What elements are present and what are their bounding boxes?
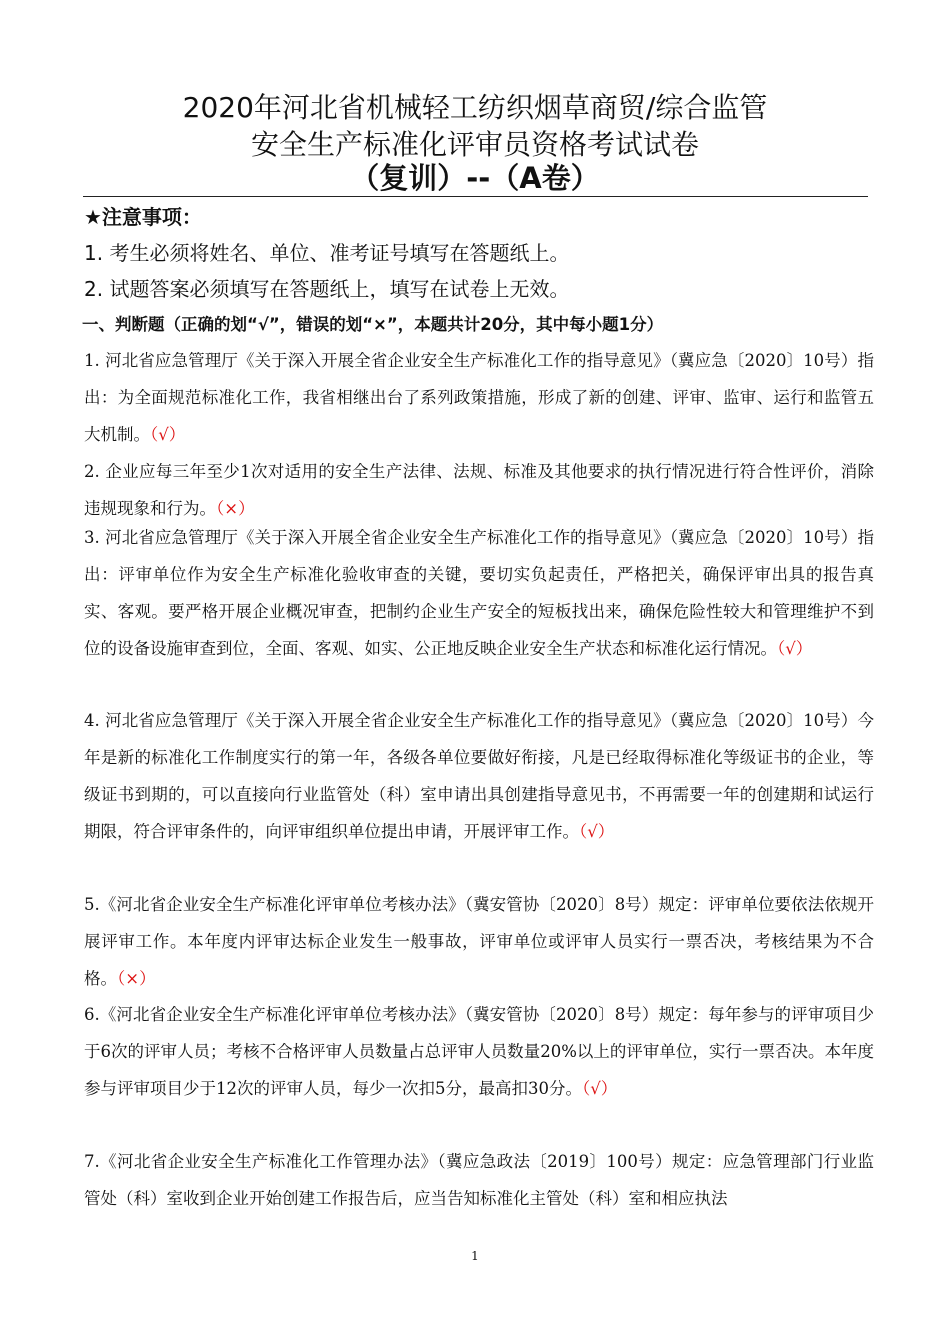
exam-title-line3: （复训）--（A卷） [350, 161, 600, 195]
question-answer: （√） [579, 822, 615, 841]
exam-title-line1: 2020年河北省机械轻工纺织烟草商贸/综合监管 [182, 91, 768, 124]
notice-heading: ★注意事项： [84, 205, 202, 229]
section-title: 一、判断题（正确的划“√”，错误的划“×”，本题共计20分，其中每小题1分） [82, 315, 664, 334]
question-text: 5.《河北省企业安全生产标准化评审单位考核办法》（冀安管协〔2020〕8号）规定：评审单位要依法依规开展评审工作。本年度内评审达标企业发生一般事故，评审单位或评审人员实行一票否决，考核结果为不合格。 [84, 895, 874, 988]
notice-item: 2. 试题答案必须填写在答题纸上，填写在试卷上无效。 [84, 277, 570, 301]
question-item [84, 886, 874, 997]
question-answer: （×） [216, 499, 255, 518]
question-text: 2. 企业应每三年至少1次对适用的安全生产法律、法规、标准及其他要求的执行情况进行符合性评价，消除违规现象和行为。 [84, 462, 874, 518]
exam-title-line2: 安全生产标准化评审员资格考试试卷 [250, 128, 699, 161]
page-number: 1 [471, 1249, 479, 1263]
question-item [84, 453, 874, 527]
notice-item: 1. 考生必须将姓名、单位、准考证号填写在答题纸上。 [84, 241, 570, 265]
question-text: 3. 河北省应急管理厅《关于深入开展全省企业安全生产标准化工作的指导意见》（冀应急〔2020〕10号）指出：评审单位作为安全生产标准化验收审查的关键，要切实负起责任，严格把关，确保评审出具的报告真实、客观。要严格开展企业概况审查，把制约企业生产安全的短板找出来，确保危险性较大和管理维护不到位的设备设施审查到位，全面、客观、如实、公正地反映企业安全生产状态和标准化运行情况。 [84, 528, 874, 658]
header-divider [83, 196, 868, 197]
question-item [84, 342, 874, 453]
question-answer: （√） [582, 1079, 618, 1098]
question-answer: （√） [777, 639, 813, 658]
question-answer: （×） [117, 969, 156, 988]
question-item [84, 702, 874, 850]
question-text: 4. 河北省应急管理厅《关于深入开展全省企业安全生产标准化工作的指导意见》（冀应急〔2020〕10号）今年是新的标准化工作制度实行的第一年，各级各单位要做好衔接，凡是已经取得标准化等级证书的企业，等级证书到期的，可以直接向行业监管处（科）室申请出具创建指导意见书，不再需要一年的创建期和试运行期限，符合评审条件的，向评审组织单位提出申请，开展评审工作。 [84, 711, 874, 841]
question-text: 1. 河北省应急管理厅《关于深入开展全省企业安全生产标准化工作的指导意见》（冀应急〔2020〕10号）指出：为全面规范标准化工作，我省相继出台了系列政策措施，形成了新的创建、评审、监审、运行和监管五大机制。 [84, 351, 874, 444]
question-item [84, 996, 874, 1107]
question-item [84, 1143, 874, 1217]
question-answer: （√） [150, 425, 186, 444]
question-text: 6.《河北省企业安全生产标准化评审单位考核办法》（冀安管协〔2020〕8号）规定：每年参与的评审项目少于6次的评审人员；考核不合格评审人员数量占总评审人员数量20%以上的评审单位，实行一票否决。本年度参与评审项目少于12次的评审人员，每少一次扣5分，最高扣30分。 [84, 1005, 874, 1098]
question-item [84, 519, 874, 667]
question-text: 7.《河北省企业安全生产标准化工作管理办法》（冀应急政法〔2019〕100号）规定：应急管理部门行业监管处（科）室收到企业开始创建工作报告后，应当告知标准化主管处（科）室和相应执法 [84, 1152, 874, 1208]
